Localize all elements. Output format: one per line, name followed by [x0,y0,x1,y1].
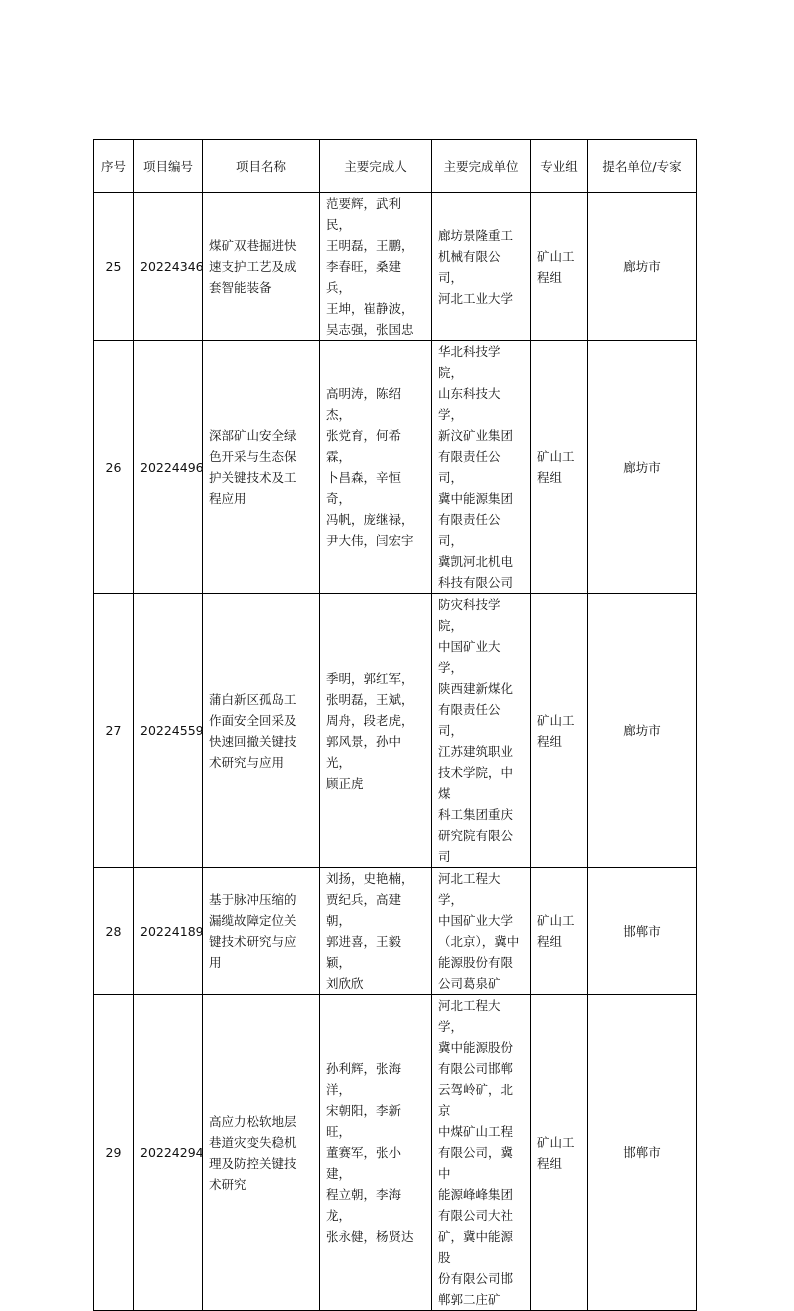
cell-group: 矿山工 程组 [537,248,575,285]
cell-code: 20224559 [134,594,203,868]
header-row [94,140,697,193]
header-units: 主要完成单位 [432,140,531,193]
cell-code: 20224294 [134,995,203,1311]
cell-seq: 28 [94,868,134,995]
cell-seq: 27 [94,594,134,868]
cell-people: 高明涛，陈绍杰， 张党育，何希霖， 卜昌森，辛恒奇， 冯帆，庞继禄， 尹大伟，闫宏宇 [326,386,414,548]
cell-code: 20224189 [134,868,203,995]
header-seq: 序号 [94,140,134,193]
award-table [93,139,697,1311]
table-row [94,995,697,1311]
table-row [94,341,697,594]
cell-nominator: 廊坊市 [588,594,697,868]
cell-people: 孙利辉，张海洋， 宋朝阳，李新旺， 董赛军，张小建， 程立朝，李海龙， 张永健，杨贤达 [326,1061,414,1244]
cell-people: 刘扬，史艳楠， 贾纪兵，高建朝， 郭进喜，王毅颖， 刘欣欣 [326,871,414,991]
cell-people: 季明，郭红军， 张明磊，王斌， 周舟，段老虎， 郭风景，孙中光， 顾正虎 [326,670,414,791]
cell-group: 矿山工 程组 [537,913,575,949]
cell-code: 20224346 [134,193,203,341]
header-code: 项目编号 [134,140,203,193]
cell-project-name: 煤矿双巷掘进快 速支护工艺及成 套智能装备 [209,238,297,295]
header-name: 项目名称 [203,140,320,193]
cell-project-name: 基于脉冲压缩的 漏缆故障定位关 键技术研究与应 用 [209,892,297,970]
cell-seq: 26 [94,341,134,594]
table-row [94,868,697,995]
cell-seq: 25 [94,193,134,341]
cell-nominator: 廊坊市 [588,193,697,341]
cell-group: 矿山工 程组 [537,712,575,749]
cell-nominator: 邯郸市 [588,868,697,995]
cell-nominator: 邯郸市 [588,995,697,1311]
cell-units: 华北科技学院， 山东科技大学， 新汶矿业集团 有限责任公司， 冀中能源集团 有限责任公司， 冀凯河北机电 科技有限公司 [438,344,514,590]
cell-units: 防灾科技学院， 中国矿业大学， 陕西建新煤化 有限责任公司， 江苏建筑职业 技术学院，中煤 科工集团重庆 研究院有限公 司 [438,597,514,864]
cell-group: 矿山工 程组 [537,449,575,485]
header-group: 专业组 [531,140,588,193]
cell-project-name: 蒲白新区孤岛工 作面安全回采及 快速回撤关键技 术研究与应用 [209,691,297,770]
table-row [94,193,697,341]
cell-people: 范要辉，武利民， 王明磊，王鹏， 李春旺，桑建兵， 王坤，崔静波， 吴志强，张国忠 [326,196,414,337]
header-people: 主要完成人 [320,140,432,193]
cell-code: 20224496 [134,341,203,594]
cell-seq: 29 [94,995,134,1311]
header-nominator: 提名单位/专家 [588,140,697,193]
cell-units: 河北工程大学， 中国矿业大学 （北京），冀中 能源股份有限 公司葛泉矿 [438,871,520,991]
cell-group: 矿山工 程组 [537,1134,575,1171]
cell-nominator: 廊坊市 [588,341,697,594]
cell-units: 廊坊景隆重工 机械有限公司， 河北工业大学 [438,227,514,306]
cell-project-name: 高应力松软地层 巷道灾变失稳机 理及防控关键技 术研究 [209,1113,297,1192]
cell-units: 河北工程大学， 冀中能源股份 有限公司邯郸 云驾岭矿，北京 中煤矿山工程 有限公司，冀中 能源峰峰集团 有限公司大社 矿，冀中能源股 份有限公司邯 郸郭二庄矿 [438,998,514,1307]
cell-project-name: 深部矿山安全绿 色开采与生态保 护关键技术及工 程应用 [209,428,297,506]
table-row [94,594,697,868]
